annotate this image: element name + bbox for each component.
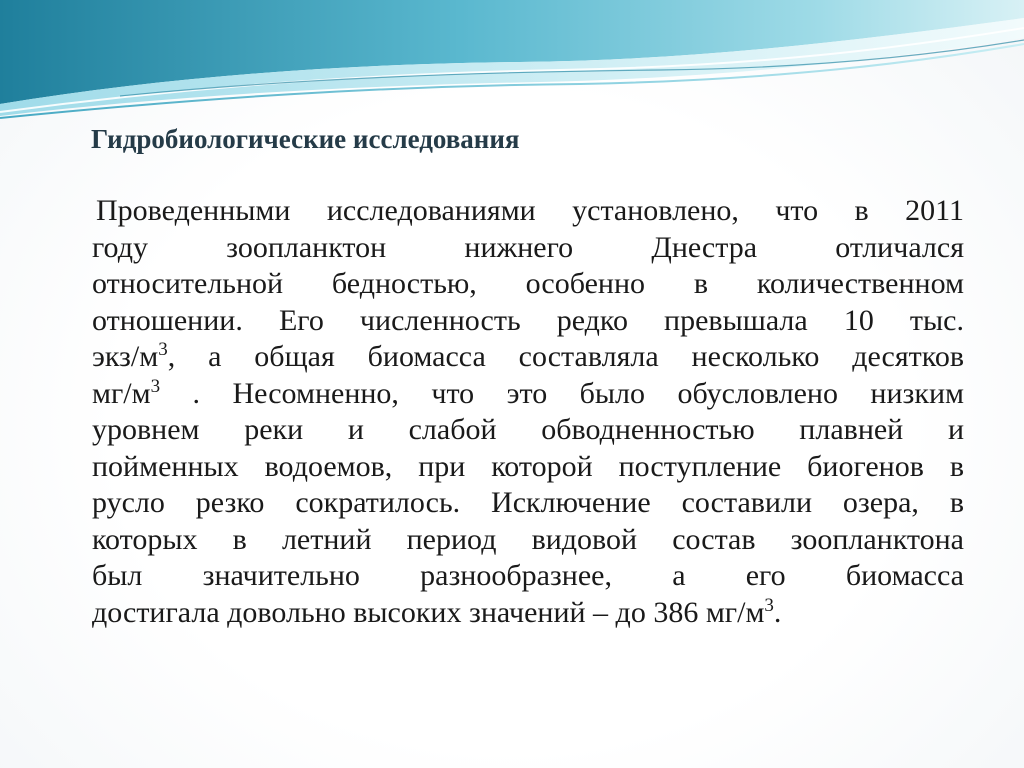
text-run: , а общая биомасса составляла несколько десятков — [167, 340, 964, 373]
paragraph-line — [92, 376, 964, 413]
paragraph-line — [92, 266, 964, 303]
superscript: 3 — [158, 339, 168, 360]
text-run: русло резко сократилось. Исключение составили озера, в — [92, 486, 964, 519]
text-run: уровнем реки и слабой обводненностью плавней и — [92, 413, 964, 446]
text-run: был значительно разнообразнее, а его биомасса — [92, 559, 964, 592]
superscript: 3 — [764, 594, 774, 616]
paragraph-line — [92, 303, 964, 340]
paragraph-line — [92, 412, 964, 449]
text-run: экз/м — [92, 340, 159, 373]
paragraph-line — [92, 193, 964, 230]
text-run: достигала довольно высоких значений – до 386 мг/м — [92, 595, 765, 629]
paragraph-line — [92, 595, 964, 632]
superscript: 3 — [150, 375, 161, 397]
text-run: году зоопланктон нижнего Днестра отличался — [92, 230, 964, 264]
paragraph-line — [92, 230, 964, 267]
slide-title: Гидробиологические исследования — [91, 124, 520, 154]
paragraph-line — [92, 522, 964, 559]
text-run: мг/м — [92, 376, 151, 410]
text-run: пойменных водоемов, при которой поступление биогенов в — [92, 449, 964, 483]
text-run: которых в летний период видовой состав зоопланктона — [92, 522, 964, 556]
paragraph-line — [92, 558, 964, 595]
wave-banner — [0, 0, 1024, 130]
text-run: . — [773, 595, 782, 629]
text-run: отношении. Его численность редко превышала 10 тыс. — [92, 303, 964, 337]
paragraph-line — [92, 339, 964, 376]
text-run: . Несомненно, что это было обусловлено низким — [160, 376, 964, 410]
text-run: относительной бедностью, особенно в количественном — [92, 267, 964, 300]
body-paragraph — [92, 193, 964, 631]
paragraph-line — [92, 485, 964, 522]
paragraph-line — [92, 449, 964, 486]
text-run: Проведенными исследованиями установлено, что в 2011 — [96, 194, 964, 227]
